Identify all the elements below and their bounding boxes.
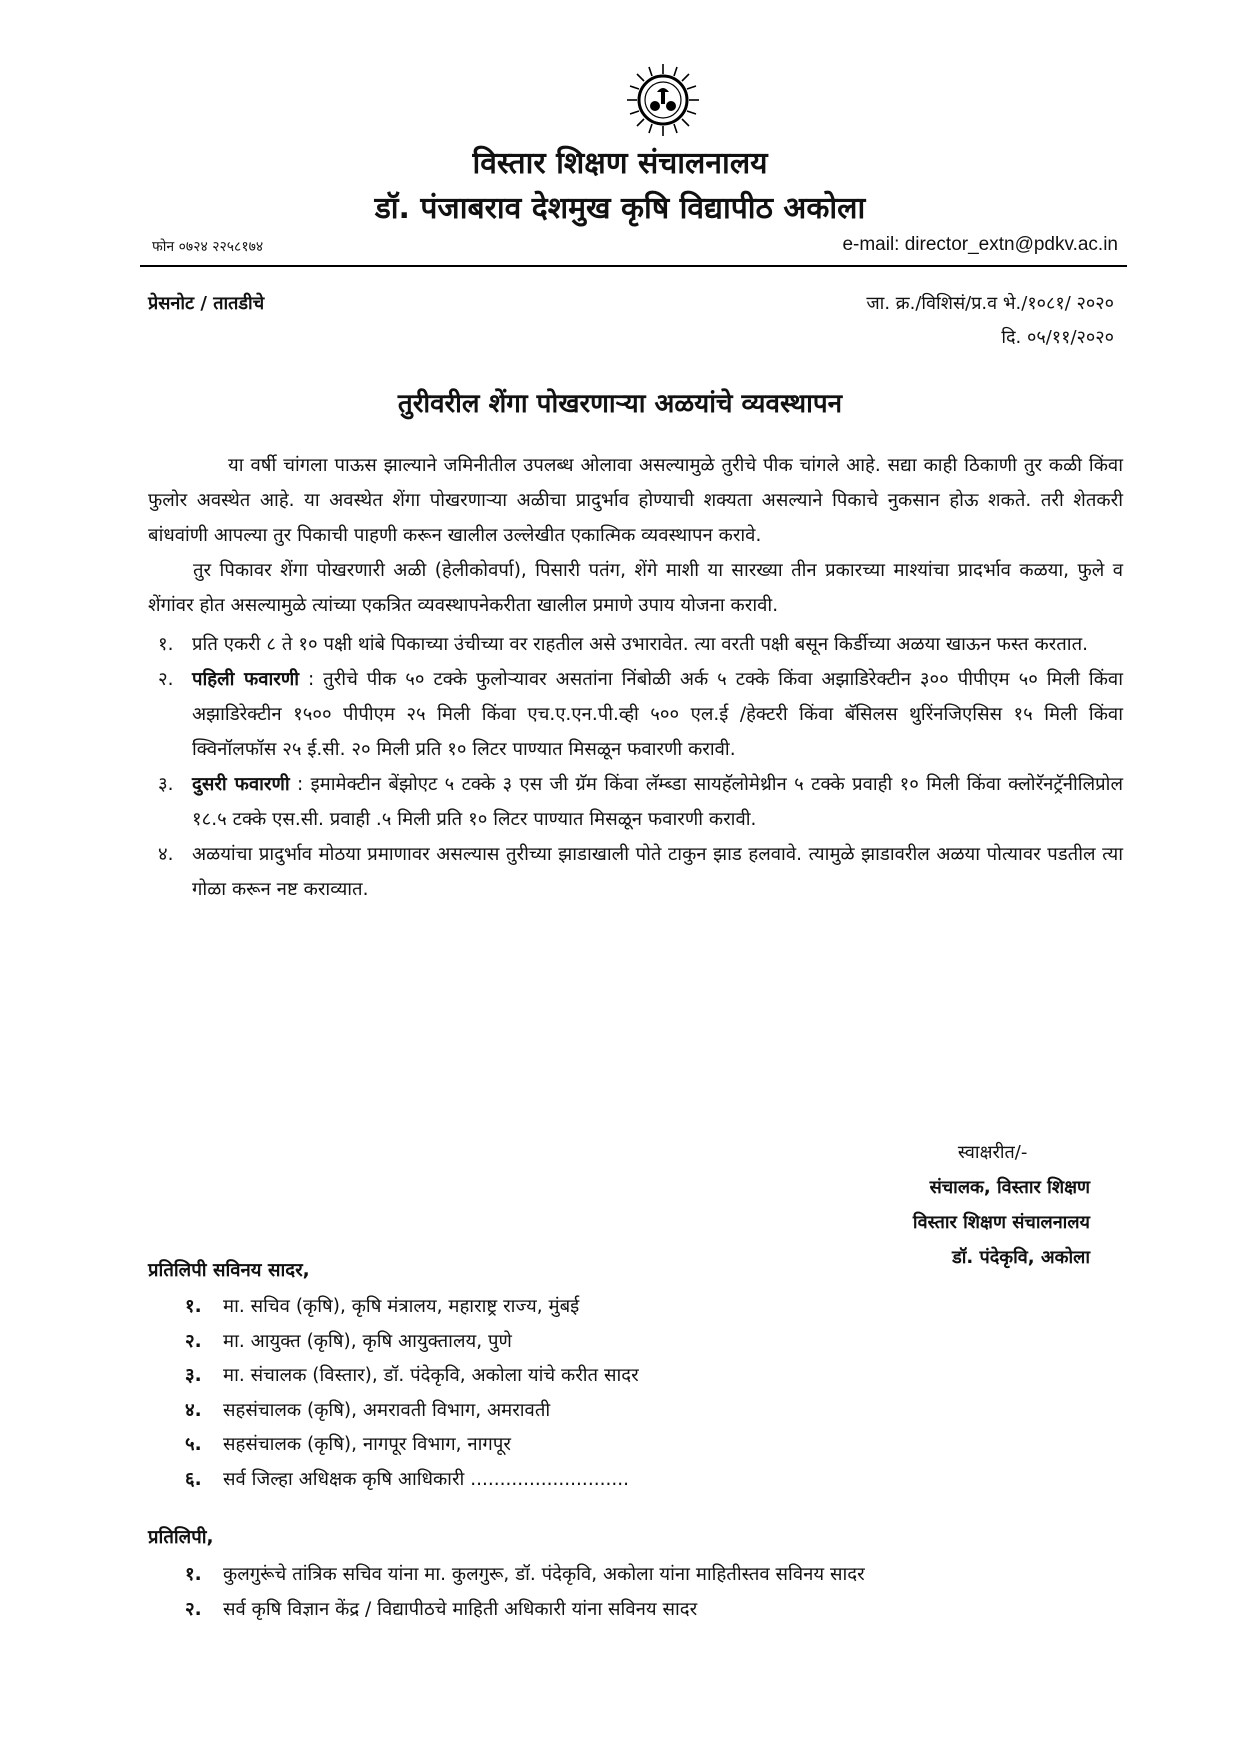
signatory-title: संचालक, विस्तार शिक्षण	[929, 1177, 1090, 1198]
item-text: अळयांचा प्रादुर्भाव मोठया प्रमाणावर असल्यास तुरीच्या झाडाखाली पोते टाकुन झाड हलवावे. त्यामुळे झाडावरील अळया पोत्यावर पडतील त्या गोळा करून नष्ट कराव्यात.	[192, 844, 1123, 900]
item-number: ४.	[158, 844, 174, 865]
signed-label: स्वाक्षरीत/-	[957, 1142, 1028, 1163]
item-number: १.	[158, 634, 174, 655]
email-address: e-mail: director_extn@pdkv.ac.in	[842, 234, 1118, 255]
item-number: ६.	[185, 1468, 202, 1490]
item-number: २.	[185, 1599, 202, 1620]
university-seal-icon	[625, 62, 701, 138]
document-date: दि. ०५/११/२०२०	[1001, 327, 1114, 348]
item-text: मा. आयुक्त (कृषि), कृषि आयुक्तालय, पुणे	[223, 1330, 512, 1352]
measures-list	[148, 627, 1123, 907]
organization-name: विस्तार शिक्षण संचालनालय	[472, 146, 768, 181]
list-item	[185, 1359, 639, 1394]
item-text: प्रति एकरी ८ ते १० पक्षी थांबे पिकाच्या उंचीच्या वर राहतील असे उभारावेत. त्या वरती पक्षी बसून किर्डीच्या अळया खाऊन फस्त करतात.	[192, 634, 1089, 655]
list-item	[185, 1290, 639, 1325]
list-item	[148, 627, 1123, 662]
item-number: १.	[185, 1564, 202, 1585]
item-text: मा. संचालक (विस्तार), डॉ. पंदेकृवि, अकोला यांचे करीत सादर	[223, 1365, 639, 1387]
document-title: तुरीवरील शेंगा पोखरणाऱ्या अळयांचे व्यवस्थापन	[397, 389, 843, 419]
copies2-heading: प्रतिलिपी,	[148, 1527, 214, 1548]
list-item	[148, 767, 1123, 837]
list-item	[185, 1463, 639, 1498]
item-text: सर्व जिल्हा अधिक्षक कृषि आधिकारी ...........................	[223, 1468, 629, 1490]
item-heading: दुसरी फवारणी	[192, 774, 290, 795]
item-text: कुलगुरूंचे तांत्रिक सचिव यांना मा. कुलगुरू, डॉ. पंदेकृवि, अकोला यांना माहितीस्तव सविनय सादर	[223, 1564, 865, 1585]
document-body	[148, 448, 1123, 907]
list-item	[185, 1428, 639, 1463]
item-number: ३.	[158, 774, 174, 795]
item-number: २.	[158, 669, 174, 690]
copies2-list	[185, 1557, 865, 1627]
item-number: ३.	[185, 1365, 202, 1387]
press-note-label: प्रेसनोट / तातडीचे	[148, 293, 265, 314]
item-text: : तुरीचे पीक ५० टक्के फुलोऱ्यावर असतांना निंबोळी अर्क ५ टक्के किंवा अझाडिरेक्टीन ३०० पीपीएम ५० मिली किंवा अझाडिरेक्टीन १५०० पीपीएम २५ मिली किंवा एच.ए.एन.पी.व्ही ५०० एल.ई /हेक्टरी किंवा बॅसिलस थुरिंनजिएसिस १५ मिली किंवा क्विनॉलफॉस २५ ई.सी. २० मिली प्रति १० लिटर पाण्यात मिसळून फवारणी करावी.	[192, 669, 1123, 760]
item-number: ५.	[185, 1434, 202, 1456]
reference-number: जा. क्र./विशिसं/प्र.व भे./१०८१/ २०२०	[866, 293, 1114, 314]
item-heading: पहिली फवारणी	[192, 669, 300, 690]
signature-block	[913, 1135, 1090, 1275]
signatory-university: डॉ. पंदेकृवि, अकोला	[952, 1247, 1090, 1268]
list-item	[185, 1394, 639, 1429]
item-text: मा. सचिव (कृषि), कृषि मंत्रालय, महाराष्ट्र राज्य, मुंबई	[223, 1296, 580, 1317]
item-number: ४.	[185, 1399, 202, 1421]
item-text: : इमामेक्टीन बेंझोएट ५ टक्के ३ एस जी ग्रॅम किंवा लॅम्ब्डा सायहॅलोमेथ्रीन ५ टक्के प्रवाही १० मिली किंवा क्लोरॅनट्रॅनीलिप्रोल १८.५ टक्के एस.सी. प्रवाही .५ मिली प्रति १० लिटर पाण्यात मिसळून फवारणी करावी.	[192, 774, 1123, 830]
copies-list	[185, 1290, 639, 1498]
item-text: सहसंचालक (कृषि), नागपूर विभाग, नागपूर	[223, 1434, 511, 1456]
pest-paragraph: तुर पिकावर शेंगा पोखरणारी अळी (हेलीकोवर्पा), पिसारी पतंग, शेंगे माशी या सारख्या तीन प्रकारच्या माश्यांचा प्रादर्भाव कळया, फुले व शेंगांवर होत असल्यामुळे त्यांच्या एकत्रित व्यवस्थापनेकरीता खालील प्रमाणे उपाय योजना करावी.	[148, 560, 1123, 616]
list-item	[148, 837, 1123, 907]
item-number: १.	[185, 1296, 202, 1317]
item-number: २.	[185, 1330, 202, 1352]
list-item	[185, 1325, 639, 1360]
item-text: सर्व कृषि विज्ञान केंद्र / विद्यापीठचे माहिती अधिकारी यांना सविनय सादर	[223, 1599, 698, 1620]
list-item	[148, 662, 1123, 767]
item-text: सहसंचालक (कृषि), अमरावती विभाग, अमरावती	[223, 1399, 551, 1421]
university-name: डॉ. पंजाबराव देशमुख कृषि विद्यापीठ अकोला	[374, 191, 866, 226]
intro-paragraph: या वर्षी चांगला पाऊस झाल्याने जमिनीतील उपलब्ध ओलावा असल्यामुळे तुरीचे पीक चांगले आहे. सद्या काही ठिकाणी तुर कळी किंवा फुलोर अवस्थेत आहे. या अवस्थेत शेंगा पोखरणाऱ्या अळीचा प्रादुर्भाव होण्याची शक्यता असल्याने पिकाचे नुकसान होऊ शकते. तरी शेतकरी बांधवांणी आपल्या तुर पिकाची पाहणी करून खालील उल्लेखीत एकात्मिक व्यवस्थापन करावे.	[148, 455, 1123, 546]
copies-heading: प्रतिलिपी सविनय सादर,	[148, 1260, 310, 1281]
list-item	[185, 1592, 865, 1627]
list-item	[185, 1557, 865, 1592]
phone-number: फोन ०७२४ २२५८१७४	[152, 239, 264, 255]
header-divider	[140, 265, 1127, 267]
signatory-office: विस्तार शिक्षण संचालनालय	[912, 1212, 1090, 1233]
